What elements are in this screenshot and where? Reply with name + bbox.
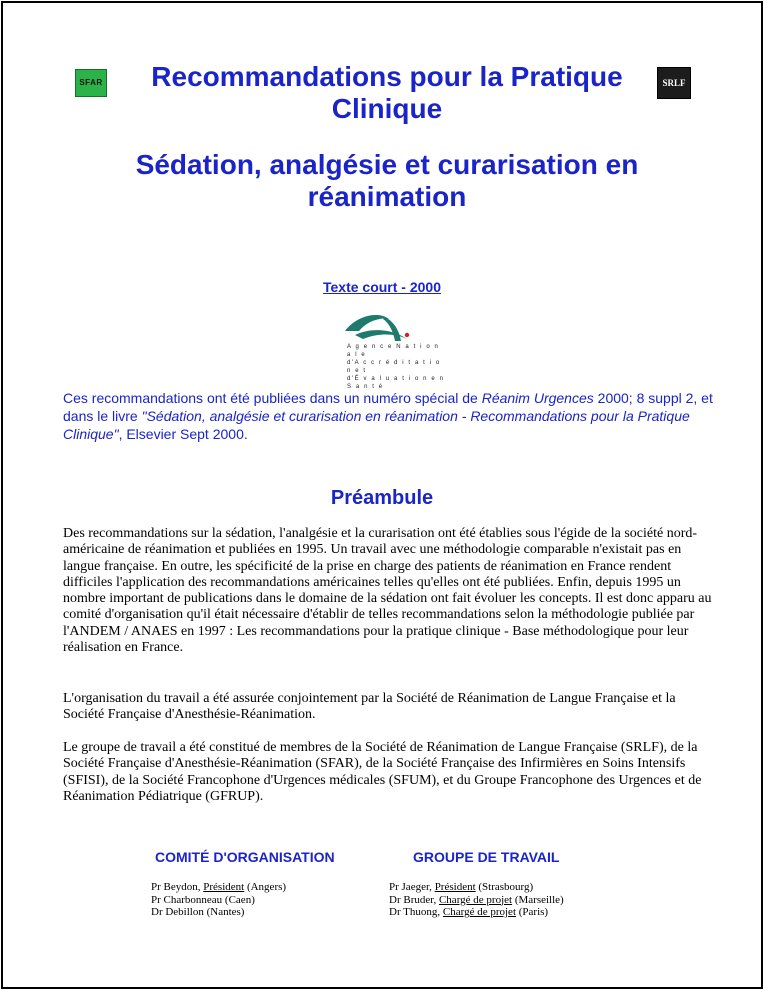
- subtitle-line-1: Sédation, analgésie et curarisation en: [135, 149, 639, 180]
- member-role: Président: [434, 881, 476, 893]
- preambule-paragraph-3: Le groupe de travail a été constitué de membres de la Société de Réanimation de Langue Française (SRLF), de la Société Française d'Anesthésie-Réanimation (SFAR), de la Société Française des Infirmières en Soins Intensifs (SFISI), de la Société Francophone d'Urgences médicales (SFUM), et du Groupe Francophone des Urgences et de Réanimation Pédiatrique (GFRUP).: [63, 740, 702, 804]
- page-header: [63, 61, 711, 125]
- publication-note: [63, 389, 713, 443]
- texte-court-link[interactable]: Texte court - 2000: [322, 279, 441, 295]
- groupe-heading: GROUPE DE TRAVAIL: [413, 849, 560, 865]
- member-role: Chargé de projet: [438, 893, 513, 906]
- publication-note-part2: 2000; 8 suppl 2, et dans le livre: [63, 390, 713, 424]
- srlf-logo-text: SRLF: [662, 78, 686, 88]
- anaes-logo-mark-icon: [337, 309, 447, 343]
- page-title: [107, 61, 667, 125]
- anaes-text-line-1: A g e n c e N a t i o n a l e: [347, 344, 440, 358]
- anaes-logo-text: [347, 343, 447, 391]
- list-item: [389, 906, 564, 919]
- comite-heading: COMITÉ D'ORGANISATION: [155, 849, 335, 865]
- member-name: Pr Jaeger,: [389, 881, 435, 893]
- comite-member-list: [151, 881, 286, 919]
- list-item: [389, 881, 564, 894]
- member-place: (Angers): [244, 881, 287, 893]
- publication-journal: Réanim Urgences: [481, 390, 594, 406]
- publication-note-part1: Ces recommandations ont été publiées dans un numéro spécial de: [63, 390, 482, 406]
- publication-book: "Sédation, analgésie et curarisation en réanimation - Recommandations pour la Pratique Clinique": [63, 408, 690, 442]
- member-name: Dr Thuong,: [389, 906, 443, 918]
- list-item: [389, 894, 564, 907]
- preambule-paragraph-2: L'organisation du travail a été assurée conjointement par la Société de Réanimation de Langue Française et la Société Française d'Anesthésie-Réanimation.: [63, 691, 676, 723]
- member-place: (Marseille): [512, 893, 564, 906]
- preambule-paragraph-1: Des recommandations sur la sédation, l'analgésie et la curarisation ont été établies sous l'égide de la société nord-américaine de réanimation et publiées en 1995. Un travail avec une méthodologie comparable n'existait pas en langue française. En outre, les spécificité de la prise en charge des patients de réanimation en France rendent difficiles l'application des recommandations américaines telles qu'elles ont été publiées. Enfin, depuis 1995 un nombre important de publications dans le domaine de la sédation ont fait évoluer les concepts. Il est donc apparu au comité d'organisation qu'il était nécessaire d'établir de telles recommandations selon la méthodologie publiée par l'ANDEM / ANAES en 1997 : Les recommandations pour la pratique clinique - Base méthodologique pour leur réalisation en France.: [63, 526, 712, 656]
- member-name: Dr Debillon (Nantes): [151, 906, 245, 918]
- member-place: (Paris): [516, 906, 549, 918]
- publication-note-part3: , Elsevier Sept 2000.: [118, 426, 248, 442]
- member-name: Dr Bruder,: [389, 893, 439, 906]
- preambule-heading: Préambule: [330, 487, 434, 509]
- page-subtitle: [93, 149, 681, 213]
- member-name: Pr Charbonneau (Caen): [151, 893, 255, 906]
- groupe-member-list: [389, 881, 564, 919]
- list-item: [151, 906, 286, 919]
- member-place: (Strasbourg): [475, 881, 534, 893]
- sfar-logo-text: SFAR: [79, 78, 103, 87]
- member-role: Président: [203, 881, 245, 893]
- list-item: [151, 881, 286, 894]
- title-line-2: Clinique: [331, 93, 443, 124]
- anaes-text-line-2: d'A c c r é d i t a t i o n e t: [347, 360, 441, 374]
- member-role: Chargé de projet: [442, 906, 516, 918]
- document-page: [1, 1, 763, 989]
- title-line-1: Recommandations pour la Pratique: [151, 61, 623, 92]
- list-item: [151, 894, 286, 907]
- anaes-text-line-3: d'É v a l u a t i o n e n S a n t é: [347, 376, 445, 390]
- member-name: Pr Beydon,: [151, 881, 204, 893]
- anaes-logo: [337, 309, 447, 390]
- subtitle-line-2: réanimation: [307, 181, 467, 212]
